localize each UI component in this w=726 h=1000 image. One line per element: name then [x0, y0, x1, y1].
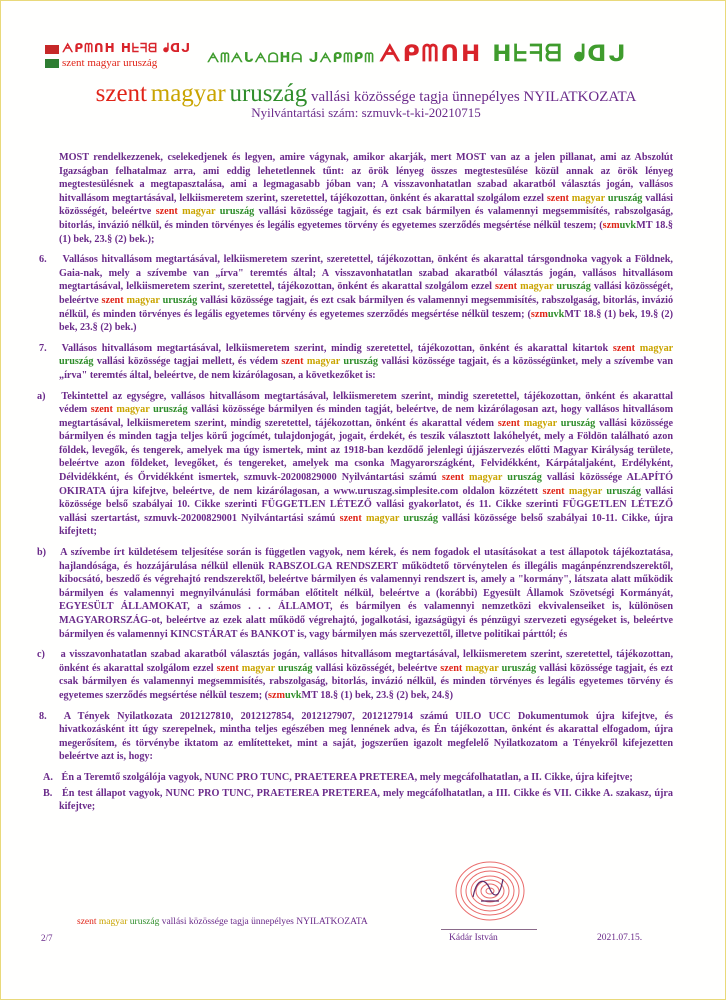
word-magyar: magyar: [469, 472, 503, 484]
word-szent: szent: [495, 281, 518, 293]
paragraph-7b: [37, 546, 673, 641]
word-magyar: magyar: [568, 485, 603, 497]
word-szent: szent: [612, 342, 635, 354]
word-szent: szent: [216, 662, 239, 674]
word-uruszag: uruszág: [277, 662, 313, 674]
text: A szívembe írt küldetésem teljesítése során is független vagyok, nem kérek, és nem fogadok el utasításokat a test állapotok tájékoztatása, hajlandósága, és hozzájárulása nélkül ellenük RABSZOLGA RENDSZERT működtető törvénytelen és illegális magánpénzrendszerektől, kibocsátó, beszedő és végrehajtó rendszerektől, beleértve bármilyen és valamennyi rendszert is, amely a "kormány", látszata alatt működik bármilyen és valamennyi megnyilvánulási formában előtitelt nélkül, beleértve a (korábbi) Egyesült Államok Szövetségi Kormányát, EGYESÜLT ÁLLAMOKAT, a számos . . . ÁLLAMOT, és bármilyen és valamennyi nemzetközi ekvivalenseiket is, különösen MAGYARORSZÁG-ot, beleértve az ezek alatt működő végrehajtó, jogalkotási, igazságügyi és pénzügyi szervezeti egységeket is, beleértve bármilyen és valamennyi KINCSTÁRAT és BANKOT is, vagy bármilyen más szervezettől, illetve politikai párttól; és: [59, 547, 673, 640]
text: MOST rendelkezzenek, cselekedjenek és legyen, amire vágynak, amikor akarják, mert MOST van az a jelen pillanat, ami az Abszolút Igazságban felhatalmaz arra, ami eddig lehetetlennek tűnt: az örök lényeg összes megtestesülése közül annak az örök lényeg megtestesülésnek a megtapasztalása, ami a legmagasabb jóban van; A visszavonhatatlan szabad akaratból választás jogán, vallásos hitvallásom megtartásával, lelkiismeretem szerint, szeretettel, tájékozottan, önként és akarattal szolgálom ezzel: [59, 152, 673, 204]
word-magyar: magyar: [116, 404, 150, 416]
abbr-szm: szm: [602, 219, 620, 231]
text: Én test állapot vagyok, NUNC PRO TUNC, PRAETEREA PRETEREA, mely megcáfolhatatlan, a III. Cikke és VII. Cikke A. szakasz, újra kifejtve;: [59, 787, 673, 813]
word-szent: szent: [441, 472, 464, 484]
text: vallási közössége tagjait, és ezt csak bármilyen és valamennyi megsemmisítés, rabszolgaság, bitorlás, invázió nélkül, és minden törvényes és legális egyetemes törvény és egyetemes szerződés megsértése nélkül teszem; (: [59, 662, 674, 701]
word-szent: szent: [339, 512, 362, 524]
text: Vallásos hitvallásom megtartásával, lelkiismeretem szerint, mindig szeretettel, tájékozottan, önként és akarattal kitartok: [61, 342, 609, 354]
word-magyar: magyar: [182, 206, 216, 218]
word-uruszag: uruszág: [560, 417, 596, 429]
word-uruszag: uruszág: [556, 281, 591, 293]
word-uruszag: uruszág: [606, 485, 641, 497]
word-uruszag: uruszág: [501, 662, 537, 674]
text: vallási közösségét, beleértve: [59, 281, 673, 306]
text: vallási közössége tagjai mellett, és védem: [96, 356, 279, 368]
word-magyar: magyar: [306, 356, 341, 368]
title-word-uruszag: uruszág: [229, 80, 308, 107]
word-magyar: magyar: [365, 512, 400, 524]
text: a visszavonhatatlan szabad akaratból választás jogán, vallásos hitvallásom megtartásával, lelkiismeretem szerint, szeretettel, tájékozottan, önként és akarattal szolgálom ezzel: [59, 649, 674, 674]
footer-title: [77, 917, 368, 927]
word-magyar: magyar: [523, 417, 557, 429]
signer-name: Kádár István: [449, 933, 498, 943]
page-number: 2/7: [41, 933, 53, 943]
paragraph-6: [39, 253, 674, 335]
abbr-uvk: uvk: [547, 308, 565, 320]
word-szent: szent: [101, 294, 124, 306]
text: vallási közössége ALAPÍTÓ OKIRATA újra kifejtve, beleértve, de nem kizárólagosan, a www.uruszag.simplesite.com oldalon közzétett: [59, 472, 674, 497]
paragraph-7c: [37, 648, 674, 702]
word-magyar: magyar: [465, 662, 499, 674]
text: vallási közössége bármilyen és minden tagja teljes körű jogcímét, tulajdonjogát, jogait, érdekét, és teszik választott lakóhelyét, mely a Földön található azon földek, levegők, és tengerek, amelyek ma úgy ismertek, mint az 1918-ban kezdődő jelenlegi újjászervezés előtti Magyar Királyság területe, beleértve azon földeket, levegőket, és tengereket, amelyek ma csonka Magyarországként, Felvidékként, Kárpátaljaként, Erdélyként, Délvidékként, és Őrvidékként ismertek, szmuvk-20200829000 Nyilvántartási számú: [59, 417, 674, 484]
text: Vallásos hitvallásom megtartásával, lelkiismeretem szerint, szeretettel, tájékozottan, önként és akarattal társgondnoka vagyok a Földnek, Gaia-nak, mely a szívembe van „írva" teremtés által; A visszavonhatatlan szabad akaratból választás jogán, vallásos hitvallásom megtartásával, lelkiismeretem szerint, szeretettel, tájékozottan, önként és akarattal szolgálom ezzel: [59, 254, 673, 293]
word-magyar: magyar: [639, 342, 673, 354]
flag-green-icon: [45, 59, 59, 68]
abbr-szm: szm: [530, 308, 548, 320]
word-szent: szent: [155, 206, 178, 218]
paragraph-8: [39, 710, 673, 764]
paragraph-7a: [37, 390, 674, 540]
word-uruszag: uruszág: [153, 404, 188, 416]
word-magyar: magyar: [126, 294, 160, 306]
signature-date: 2021.07.15.: [597, 933, 643, 943]
big-runes-green: ᕼᖶᖷᗺ ᖱᗡᒍ: [492, 41, 628, 67]
text: MT 18.§ (1) bek, 23.§ (2) bek, 24.§): [301, 689, 453, 701]
text: vallási közössége belső szabályai 10-11. Cikke, újra kifejtett;: [59, 512, 673, 538]
footer-title-rest: vallási közössége tagja ünnepélyes NYILATKOZATA: [161, 917, 368, 927]
paragraph-number: b): [37, 547, 47, 559]
text: vallási közössége tagjait, és ezt csak bármilyen és valamennyi megsemmisítés, rabszolgaság, bitorlás, invázió nélkül, és minden törvényes és legális egyetemes törvény és egyetemes szerződés megsértése nélkül teszem; (: [59, 206, 674, 231]
paragraph-number: c): [37, 649, 45, 661]
word-szent: szent: [440, 662, 463, 674]
title-word-magyar: magyar: [150, 80, 226, 107]
word-szent: szent: [546, 192, 569, 204]
header-big-runes: [379, 41, 627, 67]
text: vallási közössége tagjait, és ezt csak bármilyen és valamennyi megsemmisítés, rabszolgaság, bitorlás, invázió nélkül, és minden törvényes és legális egyetemes törvény és egyetemes szerződés megsértése nélkül teszem; (: [59, 294, 674, 320]
signature-line: [441, 929, 537, 930]
paragraph-number: a): [37, 390, 46, 402]
paragraph-intro: [59, 151, 673, 246]
header-small-label: szent magyar uruszág: [62, 57, 158, 69]
abbr-uvk: uvk: [619, 219, 637, 231]
text: vallási közösségét, beleértve: [59, 192, 674, 218]
word-magyar: magyar: [241, 662, 275, 674]
word-uruszag: uruszág: [59, 356, 94, 368]
text: Én a Teremtő szolgálója vagyok, NUNC PRO TUNC, PRAETEREA PRETEREA, mely megcáfolhatatlan, a II. Cikke, újra kifejtve;: [61, 771, 633, 783]
word-szent: szent: [281, 356, 304, 368]
paragraph-number: A.: [43, 771, 53, 783]
text: vallási közössége bármilyen és minden tagját, beleértve, de nem kizárólagosan azt, hogy vallásos hitvallásom megtartásával, lelkiismeretem szerint, mindig szeretettel, tájékozottan, önként és akarattal védem: [59, 404, 674, 429]
big-runes-red: ᗅᑭᗰᑎᕼ: [379, 41, 483, 67]
word-uruszag: uruszág: [403, 512, 438, 524]
text: vallási közössége tagjait, és a közösségünket, mely a szívembe van „írva" teremtés által, beleértve, de nem kizárólagosan, a következőket is:: [59, 356, 673, 381]
word-uruszag: uruszág: [507, 472, 542, 484]
paragraph-number: 8.: [39, 710, 47, 722]
document-body: [37, 151, 674, 821]
flag-red-icon: [45, 45, 59, 54]
paragraph-7: [39, 342, 673, 383]
header-mid-runes: ᗅᗰᗅᒐᗅᗝᕼᗩ ᒍᗅᑭᗰᑭᗰ: [207, 51, 375, 66]
title-rest: vallási közössége tagja ünnepélyes NYILATKOZATA: [310, 89, 637, 105]
paragraph-number: 7.: [39, 342, 47, 354]
paragraph-8B: [43, 787, 673, 814]
word-magyar: magyar: [520, 281, 554, 293]
word-szent: szent: [90, 404, 113, 416]
word-magyar: magyar: [98, 917, 128, 927]
word-uruszag: uruszág: [607, 192, 643, 204]
paragraph-number: 6.: [39, 254, 47, 266]
word-uruszag: uruszág: [343, 356, 378, 368]
word-uruszag: uruszág: [162, 294, 198, 306]
word-szent: szent: [542, 485, 565, 497]
header-small-runes: ᗅᑭᗰᑎᕼ ᕼᖶᖷᗺ ᖱᗡᒍ: [62, 41, 191, 55]
fingerprint-stamp: [451, 857, 529, 923]
text: vallási közössége belső szabályai 10. Cikke szerinti FÜGGETLEN LÉTEZŐ vallási gyakorlatot, és 11. Cikke szerinti FÜGGETLEN LÉTEZŐ vallási szertartást, szmuvk-20200829001 Nyilvántartási számú: [59, 485, 674, 524]
abbr-uvk: uvk: [285, 689, 302, 701]
abbr-szm: szm: [268, 689, 286, 701]
paragraph-8A: [43, 771, 673, 785]
text: vallási közösségét, beleértve: [315, 662, 438, 674]
word-uruszag: uruszág: [219, 206, 255, 218]
text: MT 18.§ (1) bek, 19.§ (2) bek, 23.§ (2) bek.): [59, 308, 674, 334]
header-brand: [45, 41, 191, 70]
word-magyar: magyar: [571, 192, 605, 204]
word-szent: szent: [77, 917, 97, 927]
text: MT 18.§ (1) bek, 23.§ (2) bek.);: [59, 219, 673, 245]
text: A Tények Nyilatkozata 2012127810, 2012127854, 2012127907, 2012127914 számú UILO UCC Dokumentumok újra kifejtve, és hivatkozásként itt úgy szerepelnek, mintha teljes egészében meg lennének adva, és Én tájékozottan, önként és akarattal elfogadom, újra megerősítem, és törvénybe iktatom az említetteket, mint a saját, jogszerűen igazolt megfelelő Nyilatkozatom a Tényekről kifejezetten beleértve azt is, hogy:: [59, 710, 673, 763]
word-szent: szent: [497, 417, 520, 429]
registration-number: Nyilvántartási szám: szmuvk-t-ki-20210715: [251, 105, 481, 120]
text: Tekintettel az egységre, vallásos hitvallásom megtartásával, lelkiismeretem szerint, mindig szeretettel, tájékozottan, önként és akarattal védem: [59, 390, 673, 416]
word-uruszag: uruszág: [129, 917, 160, 927]
title-word-szent: szent: [95, 80, 147, 107]
paragraph-number: B.: [43, 787, 53, 799]
